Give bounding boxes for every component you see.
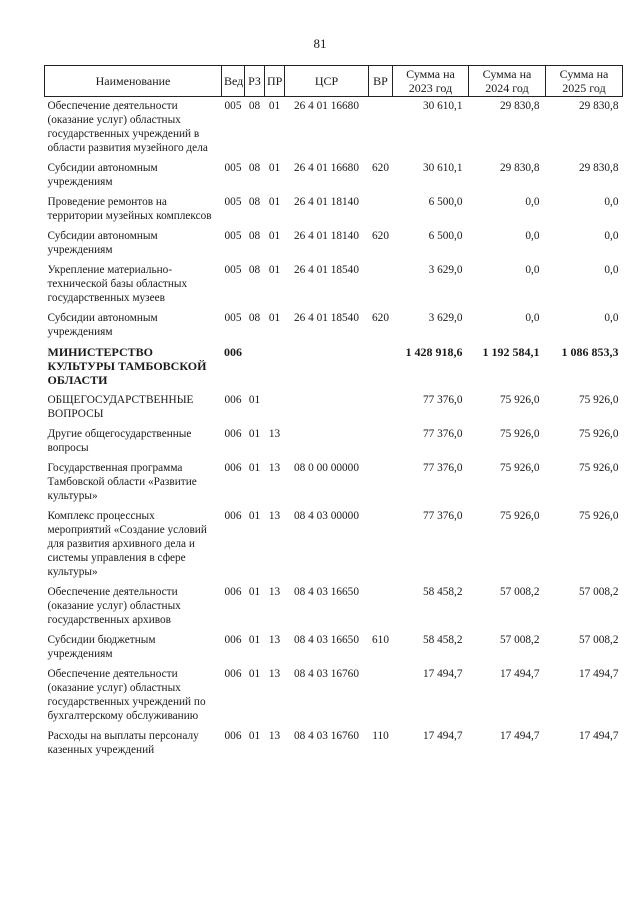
table-row bbox=[45, 193, 623, 227]
table-header-row bbox=[45, 66, 623, 97]
cell-name: Обеспечение деятельности (оказание услуг) областных государственных учреждений по бухгалтерскому обслуживанию bbox=[47, 668, 206, 722]
cell-rz: 01 bbox=[248, 510, 261, 522]
cell-ved: 006 bbox=[224, 510, 242, 522]
cell-rz: 01 bbox=[248, 428, 261, 440]
cell-ved: 006 bbox=[224, 668, 242, 680]
cell-ved: 005 bbox=[224, 100, 242, 112]
cell-sum-2024: 29 830,8 bbox=[499, 162, 540, 174]
cell-name: Обеспечение деятельности (оказание услуг) областных государственных архивов bbox=[47, 586, 181, 626]
cell-sum-2024: 0,0 bbox=[525, 230, 540, 242]
cell-vr bbox=[369, 261, 393, 309]
cell-csr bbox=[285, 425, 369, 459]
cell-rz: 01 bbox=[248, 634, 261, 646]
cell-sum-2025: 29 830,8 bbox=[578, 100, 619, 112]
header-ved: Вед bbox=[222, 66, 245, 97]
cell-sum-2024: 0,0 bbox=[525, 264, 540, 276]
cell-sum-2023: 77 376,0 bbox=[422, 428, 463, 440]
cell-ved: 005 bbox=[224, 230, 242, 242]
cell-sum-2023: 17 494,7 bbox=[422, 668, 463, 680]
cell-sum-2024: 29 830,8 bbox=[499, 100, 540, 112]
cell-sum-2025: 17 494,7 bbox=[578, 730, 619, 742]
cell-sum-2024: 0,0 bbox=[525, 196, 540, 208]
cell-sum-2025: 1 086 853,3 bbox=[561, 345, 619, 359]
header-vr: ВР bbox=[369, 66, 393, 97]
cell-sum-2024: 57 008,2 bbox=[499, 586, 540, 598]
table-row bbox=[45, 507, 623, 583]
cell-pr: 01 bbox=[268, 100, 281, 112]
cell-vr: 620 bbox=[372, 230, 389, 242]
table-row bbox=[45, 631, 623, 665]
cell-sum-2024: 75 926,0 bbox=[499, 510, 540, 522]
cell-pr: 13 bbox=[268, 462, 281, 474]
cell-ved: 006 bbox=[224, 345, 242, 359]
cell-pr: 01 bbox=[268, 312, 281, 324]
header-name: Наименование bbox=[45, 66, 222, 97]
cell-ved: 006 bbox=[224, 428, 242, 440]
cell-rz: 01 bbox=[248, 586, 261, 598]
cell-sum-2025: 0,0 bbox=[604, 196, 619, 208]
cell-csr: 26 4 01 18540 bbox=[294, 264, 359, 276]
cell-ved: 006 bbox=[224, 634, 242, 646]
cell-pr: 01 bbox=[268, 162, 281, 174]
cell-rz: 08 bbox=[248, 264, 261, 276]
table-row bbox=[45, 583, 623, 631]
cell-name: Государственная программа Тамбовской области «Развитие культуры» bbox=[47, 462, 197, 502]
cell-csr: 08 4 03 16760 bbox=[294, 668, 359, 680]
header-csr: ЦСР bbox=[285, 66, 369, 97]
cell-sum-2024: 0,0 bbox=[525, 312, 540, 324]
cell-name: МИНИСТЕРСТВО КУЛЬТУРЫ ТАМБОВСКОЙ ОБЛАСТИ bbox=[47, 345, 207, 387]
cell-ved: 005 bbox=[224, 196, 242, 208]
cell-vr bbox=[369, 665, 393, 727]
cell-sum-2023: 30 610,1 bbox=[422, 100, 463, 112]
cell-sum-2023: 77 376,0 bbox=[422, 510, 463, 522]
cell-sum-2024: 75 926,0 bbox=[499, 394, 540, 406]
cell-pr: 13 bbox=[268, 634, 281, 646]
table-row bbox=[45, 727, 623, 761]
cell-sum-2023: 6 500,0 bbox=[428, 230, 463, 242]
cell-rz: 08 bbox=[248, 312, 261, 324]
cell-sum-2025: 17 494,7 bbox=[578, 668, 619, 680]
cell-sum-2023: 1 428 918,6 bbox=[405, 345, 463, 359]
cell-name: Субсидии бюджетным учреждениям bbox=[47, 634, 156, 660]
cell-name: ОБЩЕГОСУДАРСТВЕННЫЕ ВОПРОСЫ bbox=[47, 394, 194, 420]
cell-pr bbox=[265, 391, 285, 425]
cell-sum-2024: 75 926,0 bbox=[499, 462, 540, 474]
cell-pr: 01 bbox=[268, 230, 281, 242]
cell-pr: 13 bbox=[268, 586, 281, 598]
cell-pr: 13 bbox=[268, 730, 281, 742]
cell-csr: 26 4 01 16680 bbox=[294, 162, 359, 174]
cell-csr bbox=[285, 343, 369, 391]
cell-rz: 01 bbox=[248, 668, 261, 680]
cell-vr bbox=[369, 193, 393, 227]
table-body bbox=[45, 97, 623, 762]
cell-rz: 01 bbox=[248, 730, 261, 742]
cell-csr: 26 4 01 16680 bbox=[294, 100, 359, 112]
table-row bbox=[45, 459, 623, 507]
budget-table bbox=[44, 65, 623, 761]
cell-name: Комплекс процессных мероприятий «Создание условий для развития архивного дела и системы управления в сфере культуры» bbox=[47, 510, 207, 578]
cell-vr bbox=[369, 507, 393, 583]
cell-rz: 08 bbox=[248, 162, 261, 174]
cell-sum-2023: 17 494,7 bbox=[422, 730, 463, 742]
cell-sum-2025: 0,0 bbox=[604, 230, 619, 242]
cell-csr: 26 4 01 18540 bbox=[294, 312, 359, 324]
cell-sum-2024: 17 494,7 bbox=[499, 668, 540, 680]
table-row bbox=[45, 343, 623, 391]
cell-pr: 01 bbox=[268, 196, 281, 208]
cell-sum-2025: 57 008,2 bbox=[578, 586, 619, 598]
cell-sum-2025: 0,0 bbox=[604, 264, 619, 276]
cell-ved: 005 bbox=[224, 162, 242, 174]
cell-rz: 08 bbox=[248, 100, 261, 112]
cell-ved: 006 bbox=[224, 394, 242, 406]
cell-csr: 08 4 03 16650 bbox=[294, 586, 359, 598]
header-sum-2023: Сумма на 2023 год bbox=[393, 66, 469, 97]
cell-name: Проведение ремонтов на территории музейных комплексов bbox=[47, 196, 212, 222]
cell-pr bbox=[265, 343, 285, 391]
cell-pr: 01 bbox=[268, 264, 281, 276]
cell-pr: 13 bbox=[268, 428, 281, 440]
cell-sum-2024: 17 494,7 bbox=[499, 730, 540, 742]
cell-sum-2023: 58 458,2 bbox=[422, 634, 463, 646]
cell-sum-2023: 3 629,0 bbox=[428, 264, 463, 276]
table-row bbox=[45, 665, 623, 727]
cell-csr: 08 4 03 16760 bbox=[294, 730, 359, 742]
cell-vr bbox=[369, 583, 393, 631]
cell-sum-2023: 58 458,2 bbox=[422, 586, 463, 598]
cell-sum-2024: 57 008,2 bbox=[499, 634, 540, 646]
cell-vr bbox=[369, 459, 393, 507]
cell-ved: 006 bbox=[224, 730, 242, 742]
cell-name: Субсидии автономным учреждениям bbox=[47, 312, 158, 338]
table-row bbox=[45, 159, 623, 193]
page-number: 81 bbox=[313, 36, 327, 51]
cell-rz: 08 bbox=[248, 230, 261, 242]
cell-rz: 01 bbox=[248, 394, 261, 406]
cell-sum-2025: 0,0 bbox=[604, 312, 619, 324]
cell-vr: 620 bbox=[372, 312, 389, 324]
cell-name: Субсидии автономным учреждениям bbox=[47, 230, 158, 256]
cell-csr: 08 4 03 16650 bbox=[294, 634, 359, 646]
cell-name: Расходы на выплаты персоналу казенных учреждений bbox=[47, 730, 199, 756]
cell-sum-2023: 77 376,0 bbox=[422, 462, 463, 474]
cell-ved: 006 bbox=[224, 462, 242, 474]
cell-rz: 08 bbox=[248, 196, 261, 208]
cell-sum-2023: 6 500,0 bbox=[428, 196, 463, 208]
cell-ved: 005 bbox=[224, 312, 242, 324]
header-rz: РЗ bbox=[245, 66, 265, 97]
cell-pr: 13 bbox=[268, 668, 281, 680]
table-row bbox=[45, 391, 623, 425]
cell-name: Субсидии автономным учреждениям bbox=[47, 162, 158, 188]
cell-sum-2023: 3 629,0 bbox=[428, 312, 463, 324]
header-sum-2025: Сумма на 2025 год bbox=[546, 66, 623, 97]
cell-sum-2024: 75 926,0 bbox=[499, 428, 540, 440]
cell-csr: 08 4 03 00000 bbox=[294, 510, 359, 522]
cell-vr bbox=[369, 391, 393, 425]
cell-rz: 01 bbox=[248, 462, 261, 474]
cell-sum-2025: 29 830,8 bbox=[578, 162, 619, 174]
header-pr: ПР bbox=[265, 66, 285, 97]
cell-vr bbox=[369, 425, 393, 459]
cell-sum-2024: 1 192 584,1 bbox=[482, 345, 540, 359]
cell-vr bbox=[369, 97, 393, 160]
cell-csr bbox=[285, 391, 369, 425]
cell-sum-2023: 77 376,0 bbox=[422, 394, 463, 406]
cell-sum-2023: 30 610,1 bbox=[422, 162, 463, 174]
header-sum-2024: Сумма на 2024 год bbox=[469, 66, 546, 97]
cell-csr: 08 0 00 00000 bbox=[294, 462, 359, 474]
table-row bbox=[45, 97, 623, 160]
cell-vr: 610 bbox=[372, 634, 389, 646]
table-row bbox=[45, 261, 623, 309]
cell-rz bbox=[245, 343, 265, 391]
cell-sum-2025: 75 926,0 bbox=[578, 510, 619, 522]
cell-ved: 006 bbox=[224, 586, 242, 598]
cell-sum-2025: 57 008,2 bbox=[578, 634, 619, 646]
cell-sum-2025: 75 926,0 bbox=[578, 394, 619, 406]
cell-csr: 26 4 01 18140 bbox=[294, 196, 359, 208]
cell-pr: 13 bbox=[268, 510, 281, 522]
cell-ved: 005 bbox=[224, 264, 242, 276]
table-row bbox=[45, 309, 623, 343]
cell-vr: 620 bbox=[372, 162, 389, 174]
cell-csr: 26 4 01 18140 bbox=[294, 230, 359, 242]
cell-name: Обеспечение деятельности (оказание услуг) областных государственных учреждений в области развития музейного дела bbox=[47, 100, 208, 154]
cell-name: Другие общегосударственные вопросы bbox=[47, 428, 192, 454]
cell-sum-2025: 75 926,0 bbox=[578, 428, 619, 440]
cell-vr: 110 bbox=[372, 730, 389, 742]
cell-vr bbox=[369, 343, 393, 391]
table-row bbox=[45, 227, 623, 261]
cell-name: Укрепление материально-технической базы областных государственных музеев bbox=[47, 264, 188, 304]
table-row bbox=[45, 425, 623, 459]
cell-sum-2025: 75 926,0 bbox=[578, 462, 619, 474]
